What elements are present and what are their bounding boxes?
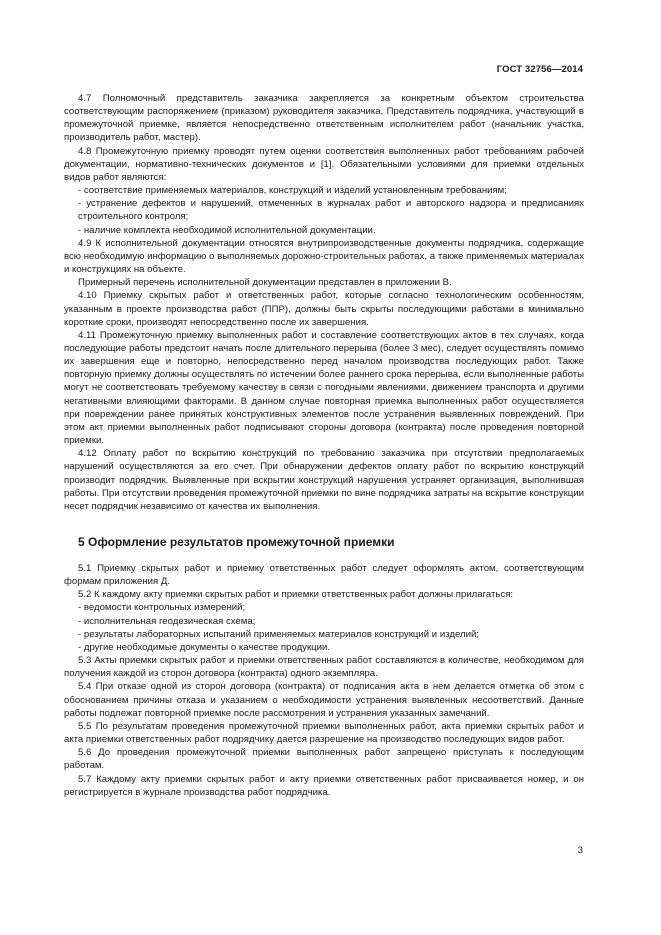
list-item: - наличие комплекта необходимой исполнительной документации. [78, 224, 376, 236]
paragraph-4-7: 4.7 Полномочный представитель заказчика закрепляется за конкретным объектом строительства соответствующим распоряжением (приказом) руководителя заказчика. Представитель подрядчика, участвующий в промежуточной приемке, является непосредственно ответственным исполнителем работ (начальник участка, производитель работ, мастер). [64, 93, 584, 144]
paragraph-5-6: 5.6 До проведения промежуточной приемки выполненных работ запрещено приступать к последующим работам. [64, 747, 584, 772]
list-item: - результаты лабораторных испытаний применяемых материалов конструкций и изделий; [78, 628, 479, 640]
paragraph-4-9: 4.9 К исполнительной документации относятся внутрипроизводственные документы подрядчика, содержащие всю необходимую информацию о выполняемых дорожно-строительных работах, а также применяемых материалах и конструкциях на объекте. [64, 237, 584, 276]
document-id-header: ГОСТ 32756—2014 [496, 64, 583, 75]
page-number: 3 [577, 845, 583, 856]
paragraph-5-7: 5.7 Каждому акту приемки скрытых работ и акту приемки ответственных работ присваивается номер, и он регистрируется в журнале производства работ подрядчика. [64, 773, 584, 798]
paragraph-5-2: 5.2 К каждому акту приемки скрытых работ и приемки ответственных работ должны прилагаться: [78, 589, 514, 601]
paragraph-4-11: 4.11 Промежуточную приемку выполненных работ и составление соответствующих актов в тех случаях, когда последующие работы предстоит начать после длительного перерыва (более 3 мес), следует осуществлять помимо их завершения еще и повторно, непосредственно перед началом производства последующих работ. Также повторную приемку должны осуществлять по истечении более раннего срока перерыва, если выполненные работы могут не соответствовать требуемому качеству в связи с погодными явлениями, движением транспорта и другими негативными влияющими факторами. В данном случае повторная приемка выполненных работ осуществляется при повреждении ранее принятых конструктивных элементов после устранения выявленных повреждений. При этом акт приемки выполненных работ подписывают стороны договора (контракта) после проведения повторной приемки. [64, 329, 584, 447]
section-heading-5: 5 Оформление результатов промежуточной приемки [78, 535, 395, 549]
paragraph-5-3: 5.3 Акты приемки скрытых работ и приемки ответственных работ составляются в количестве, необходимом для получения каждой из сторон договора (контракта) одного экземпляра. [64, 655, 584, 680]
paragraph-5-1: 5.1 Приемку скрытых работ и приемку ответственных работ следует оформлять актом, соответствующим формам приложения Д. [64, 563, 584, 588]
paragraph-4-9-note: Примерный перечень исполнительной документации представлен в приложении В. [78, 277, 452, 289]
paragraph-4-12: 4.12 Оплату работ по вскрытию конструкций по требованию заказчика при отсутствии предполагаемых нарушений осуществляются за его счет. При обнаружении дефектов оплату работ по вскрытию конструкций производит подрядчик. Выявленные при вскрытии конструкций нарушения устраняет организация, выполнившая работы. При отсутствии проведения промежуточной приемки по вине подрядчика затраты на вскрытие конструкции несет подрядчик независимо от качества их выполнения. [64, 448, 584, 512]
list-item: - соответствие применяемых материалов, конструкций и изделий установленным требованиям; [78, 185, 507, 197]
paragraph-4-8: 4.8 Промежуточную приемку проводят путем оценки соответствия выполненных работ требованиям рабочей документации, нормативно-технических документов и [1]. Обязательными условиями для приемки отдельных видов работ являются: [64, 145, 584, 183]
paragraph-4-10: 4.10 Приемку скрытых работ и ответственных работ, которые согласно технологическим особенностям, указанным в проекте производства работ (ППР), должны быть скрыты последующими работами в минимально короткие сроки, производят непосредственно после их завершения. [64, 290, 584, 328]
list-item: - ведомости контрольных измерений; [78, 602, 246, 614]
list-item: - другие необходимые документы о качестве продукции. [78, 641, 331, 653]
paragraph-5-4: 5.4 При отказе одной из сторон договора (контракта) от подписания акта в нем делается отметка об этом с обоснованием причины отказа и указанием о необходимости устранения выявленных несоответствий. Данные работы подлежат повторной приемке после рассмотрения и устранения указанных замечаний. [64, 681, 584, 719]
paragraph-5-5: 5.5 По результатам проведения промежуточной приемки выполненных работ, акта приемки скрытых работ и акта приемки ответственных работ подрядчику дается разрешение на производство последующих видов работ. [64, 720, 584, 746]
list-item: - исполнительная геодезическая схема; [78, 615, 256, 627]
list-item: - устранение дефектов и нарушений, отмеченных в журналах работ и авторского надзора и предписаниях строительного контроля; [78, 198, 584, 223]
document-body [64, 92, 584, 799]
